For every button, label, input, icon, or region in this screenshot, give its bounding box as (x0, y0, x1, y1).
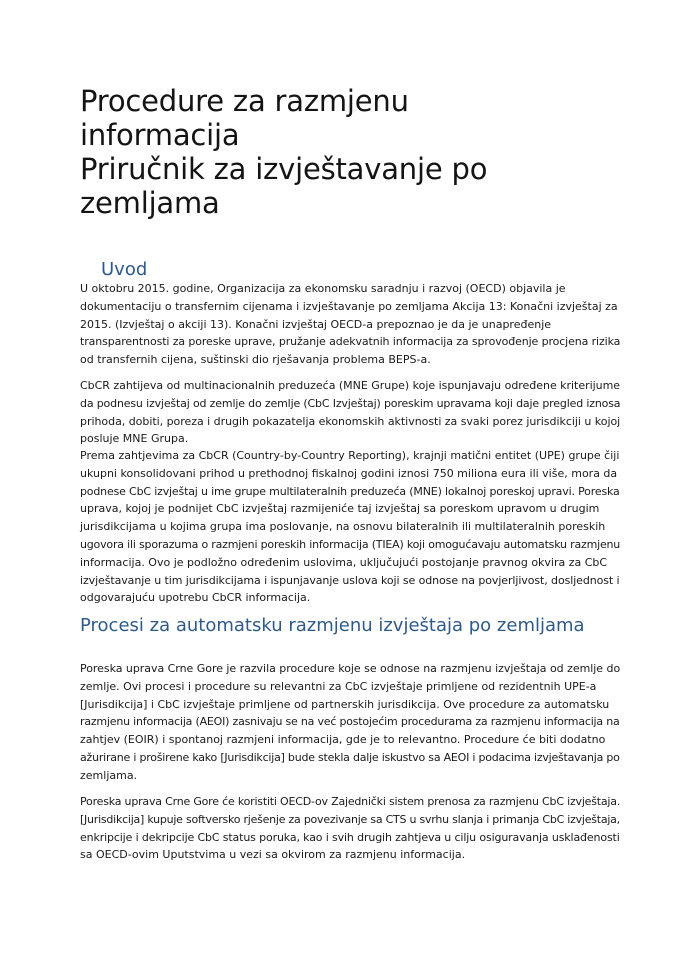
text-line: uprava, kojoj je podnijet CbC izvještaj razmijeniće taj izvještaj sa poreskom upravom u drugim (80, 502, 600, 516)
text-line: ugovora ili sporazuma o razmjeni poreskih informacija (TIEA) koji omogućavaju automatsku razmjenu (80, 537, 621, 551)
text-line: CbCR zahtijeva od multinacionalnih preduzeća (MNE Grupe) koje ispunjavaju određene kriterijume (80, 379, 621, 392)
text-line: Poreska uprava Crne Gore će koristiti OECD-ov Zajednički sistem prenosa za razmjenu CbC izvještaja. (80, 795, 621, 808)
text-line: [Jurisdikcija] kupuje softversko rješenje za povezivanje sa CTS u svrhu slanja i primanja CbC izvještaja, (80, 812, 620, 826)
text-line: ažurirane i proširene kako [Jurisdikcija] bude stekla dalje iskustvo sa AEOI i podacima izvještavanja po (80, 750, 620, 764)
text-line: sa OECD-ovim Uputstvima u vezi sa okvirom za razmjenu informacija. (80, 848, 466, 862)
paragraph-uvod-2 (80, 377, 620, 448)
paragraph-procesi-1 (80, 660, 620, 785)
text-line: razmjenu informacija (AEOI) zasnivaju se na već postojećim procedurama za razmjenu informacija na (80, 715, 620, 729)
text-line: U oktobru 2015. godine, Organizacija za ekonomsku saradnju i razvoj (OECD) objavila je (80, 282, 566, 295)
text-line: dokumentaciju o transfernim cijenama i izvještavanje po zemljama Akcija 13: Konačni izvještaj za (80, 299, 618, 313)
title-line: Procedure za razmjenu (80, 84, 409, 118)
text-line: Prema zahtjevima za CbCR (Country-by-Country Reporting), krajnji matični entitet (UPE) grupe čiji (80, 449, 620, 462)
text-line: [Jurisdikcija] i CbC izvještaje primljene od partnerskih jurisdikcija. Ove procedure za automatsku (80, 697, 610, 711)
paragraph-uvod-3 (80, 447, 620, 607)
paragraph-uvod-1 (80, 280, 620, 369)
text-line: od transfernih cijena, suštinski dio rješavanja problema BEPS-a. (80, 353, 431, 367)
text-line: izvještavanje u tim jurisdikcijama i ispunjavanje uslova koji se odnose na povjerljivost, dosljednost i (80, 573, 620, 587)
text-line: transparentnosti za poreske uprave, pružanje adekvatnih informacija za sprovođenje procjena rizika (80, 335, 621, 349)
title-line: informacija (80, 118, 240, 152)
text-line: enkripcije i dekripcije CbC status poruka, kao i svih drugih zahtjeva u cilju osiguravanja usklađenosti (80, 830, 620, 844)
text-line: zemljama. (80, 768, 138, 782)
text-line: da podnesu izvještaj od zemlje do zemlje (CbC Izvještaj) poreskim upravama koji daje pregled iznosa (80, 396, 621, 410)
text-line: posluje MNE Grupa. (80, 432, 189, 446)
text-line: odgovarajuću upotrebu CbCR informacija. (80, 591, 311, 605)
text-line: ukupni konsolidovani prihod u prethodnoj fiskalnoj godini iznosi 750 miliona eura ili više, mora da (80, 466, 618, 480)
title-line: zemljama (80, 186, 220, 220)
section-heading-uvod: Uvod (101, 259, 148, 280)
title-line: Priručnik za izvještavanje po (80, 152, 488, 186)
text-line: zahtjev (EOIR) i spontanoj razmjeni informacija, gde je to relevantno. Procedure će biti dodatno (80, 733, 606, 747)
text-line: zemlje. Ovi procesi i procedure su relevantni za CbC izvještaje primljene od rezidentnih UPE-a (80, 679, 597, 693)
paragraph-procesi-2 (80, 793, 620, 864)
text-line: prihoda, dobiti, poreza i drugih pokazatelja ekonomskih aktivnosti za svaki porez jurisdikciji u kojoj (80, 414, 621, 428)
text-line: Poreska uprava Crne Gore je razvila procedure koje se odnose na razmjenu izvještaja od zemlje do (80, 662, 621, 675)
text-line: jurisdikcijama u kojima grupa ima poslovanje, na osnovu bilateralnih ili multilateralnih poreskih (80, 520, 606, 534)
section-heading-procesi: Procesi za automatsku razmjenu izvještaja po zemljama (80, 615, 585, 636)
text-line: 2015. (Izvještaj o akciji 13). Konačni izvještaj OECD-a prepoznao je da je unapređenje (80, 317, 552, 331)
text-line: podnese CbC izvještaj u ime grupe multilateralnih preduzeća (MNE) lokalnoj poreskoj upravi. Poreska (80, 484, 620, 498)
document-title (80, 84, 640, 220)
text-line: informacija. Ovo je podložno određenim uslovima, uključujući postojanje pravnog okvira za CbC (80, 555, 608, 569)
